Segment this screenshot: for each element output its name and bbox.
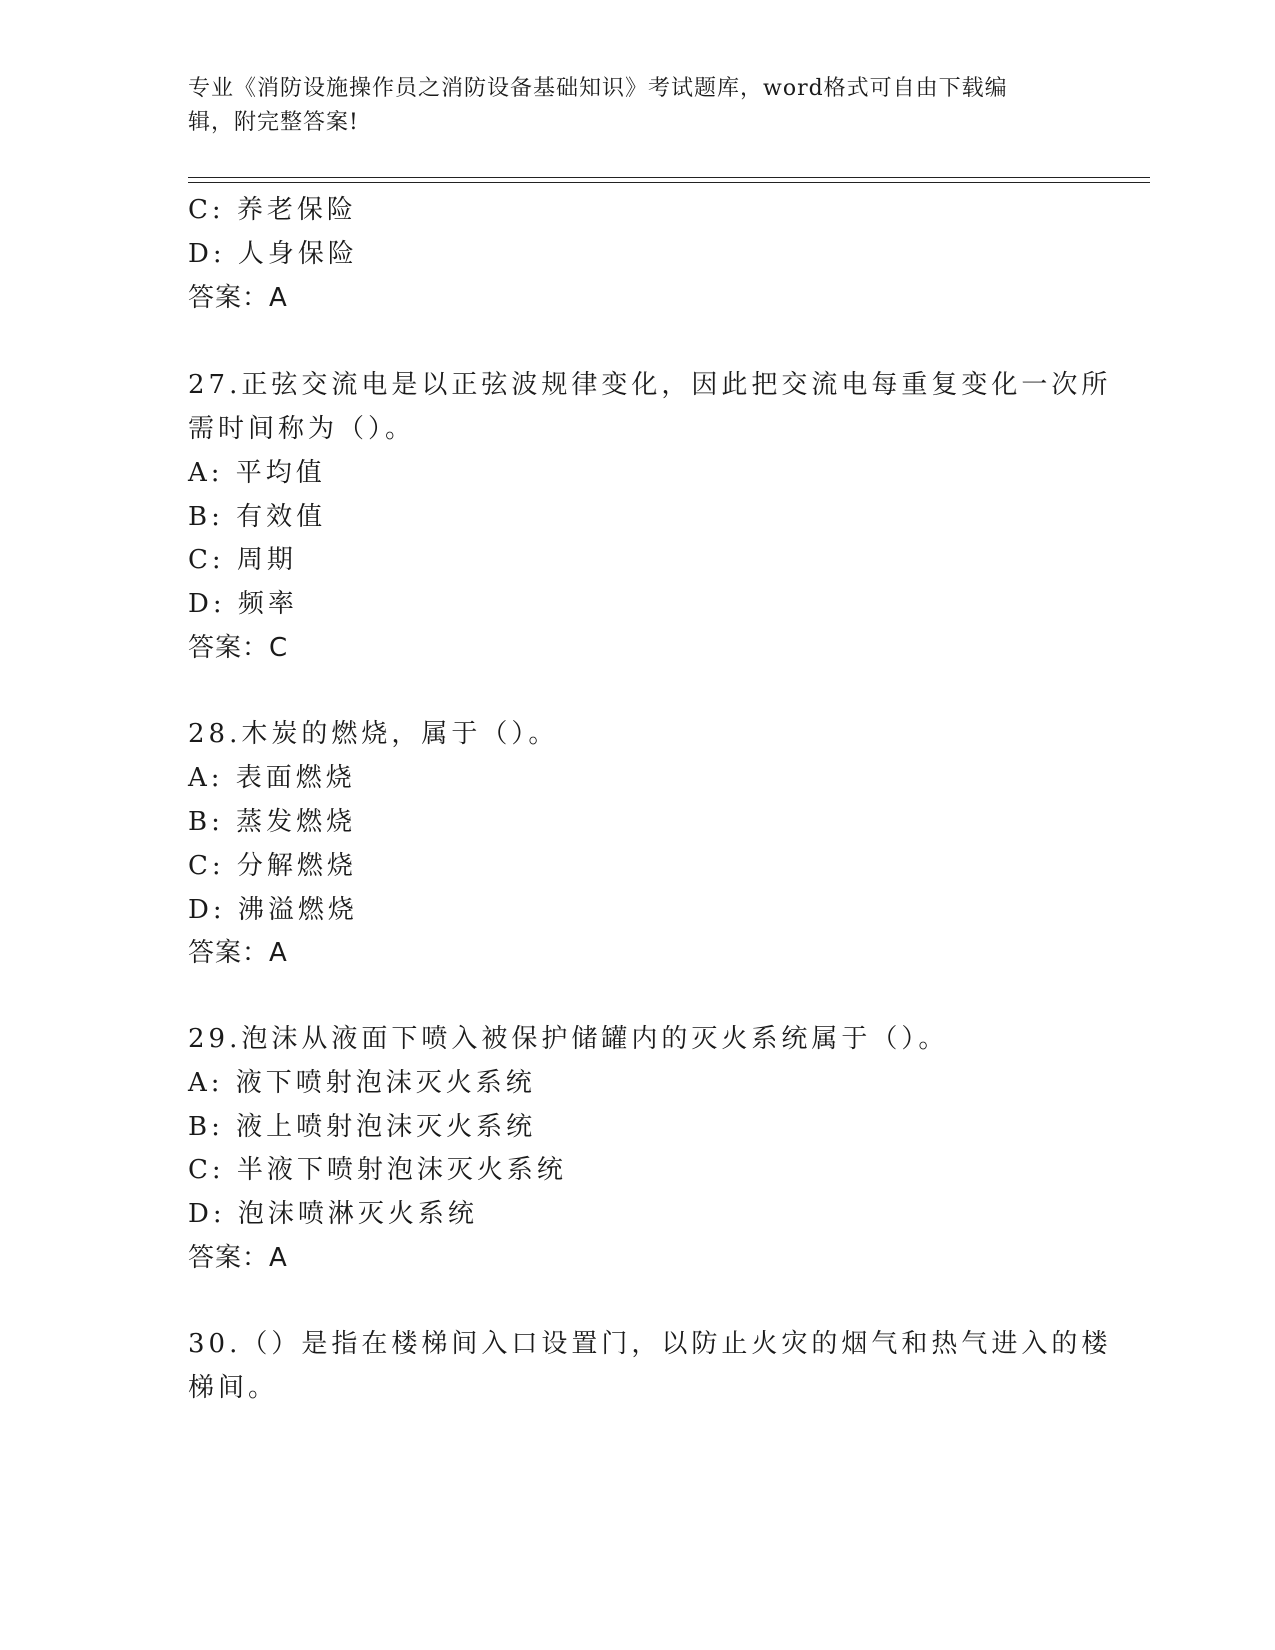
q27-option-d: D: 频率 xyxy=(188,589,298,619)
q29-option-b: B: 液上喷射泡沫灭火系统 xyxy=(188,1112,537,1142)
header-note xyxy=(188,72,1068,140)
q27-answer: 答案：C xyxy=(188,633,289,663)
q30-stem-line-1: 30.（）是指在楼梯间入口设置门，以防止火灾的烟气和热气进入的楼 xyxy=(188,1329,1112,1359)
prev-answer: 答案：A xyxy=(188,283,288,313)
header-note-line-1: 专业《消防设施操作员之消防设备基础知识》考试题库，word格式可自由下载编 xyxy=(188,76,1008,101)
q29-option-a: A: 液下喷射泡沫灭火系统 xyxy=(188,1068,536,1098)
q27-option-a: A: 平均值 xyxy=(188,458,326,488)
q30-stem-line-2: 梯间。 xyxy=(188,1373,279,1403)
prev-option-c: C: 养老保险 xyxy=(188,195,357,225)
q27-option-c: C: 周期 xyxy=(188,545,297,575)
q28-stem-line-1: 28.木炭的燃烧，属于（）。 xyxy=(188,719,559,749)
q29-option-d: D: 泡沫喷淋灭火系统 xyxy=(188,1199,478,1229)
header-note-line-2: 辑，附完整答案! xyxy=(188,110,359,135)
q27-stem-line-1: 27.正弦交流电是以正弦波规律变化，因此把交流电每重复变化一次所 xyxy=(188,370,1112,400)
header-divider-top xyxy=(188,177,1150,178)
q28-answer: 答案：A xyxy=(188,938,288,968)
q27-stem-line-2: 需时间称为（）。 xyxy=(188,414,416,444)
q29-option-c: C: 半液下喷射泡沫灭火系统 xyxy=(188,1155,567,1185)
q29-stem-line-1: 29.泡沫从液面下喷入被保护储罐内的灭火系统属于（）。 xyxy=(188,1024,949,1054)
q28-option-b: B: 蒸发燃烧 xyxy=(188,807,357,837)
q27-option-b: B: 有效值 xyxy=(188,502,327,532)
q28-option-c: C: 分解燃烧 xyxy=(188,851,357,881)
q28-option-d: D: 沸溢燃烧 xyxy=(188,895,358,925)
header-divider-bottom xyxy=(188,182,1150,183)
prev-option-d: D: 人身保险 xyxy=(188,239,358,269)
q28-option-a: A: 表面燃烧 xyxy=(188,763,356,793)
q29-answer: 答案：A xyxy=(188,1243,288,1273)
